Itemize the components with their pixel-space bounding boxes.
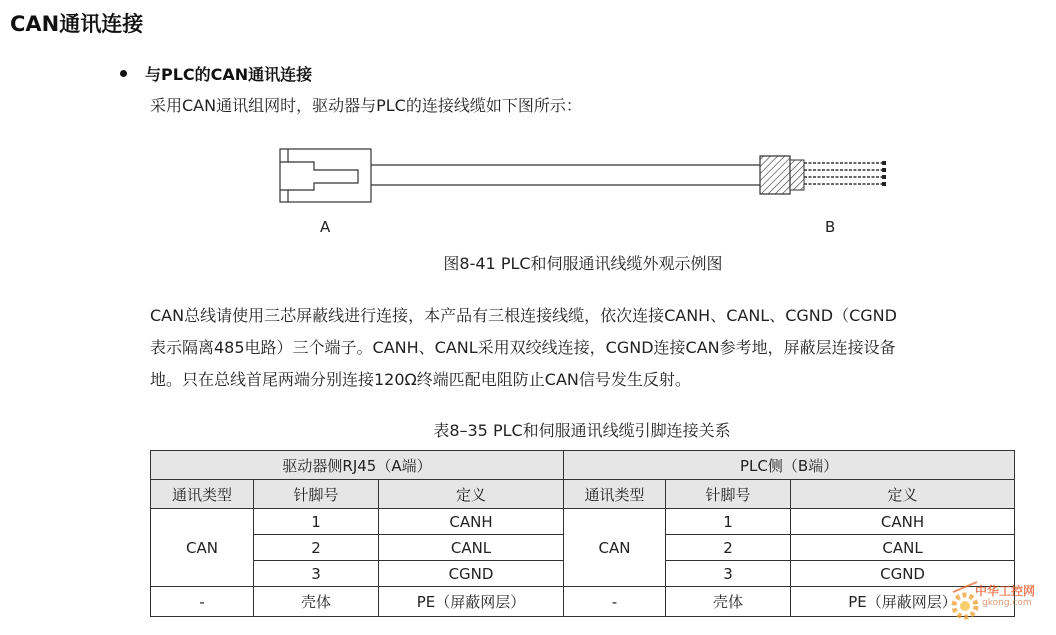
cable-illustration xyxy=(270,140,900,215)
cell-def: CGND xyxy=(379,561,564,587)
wire-leads xyxy=(804,161,886,186)
cell-type-can: CAN xyxy=(151,509,254,587)
cell-pin: 1 xyxy=(254,509,379,535)
cell-def: CANL xyxy=(791,535,1015,561)
intro-text: 采用CAN通讯组网时，驱动器与PLC的连接线缆如下图所示： xyxy=(150,96,582,115)
cell-pin: 2 xyxy=(666,535,791,561)
bullet-dot xyxy=(120,70,127,77)
col-header-type: 通讯类型 xyxy=(564,480,666,509)
section-title: CAN通讯连接 xyxy=(10,12,144,36)
cell-pin: 壳体 xyxy=(254,587,379,617)
paragraph-line: 地。只在总线首尾两端分别连接120Ω终端匹配电阻防止CAN信号发生反射。 xyxy=(150,370,691,389)
cell-def: PE（屏蔽网层） xyxy=(379,587,564,617)
table-column-header-row xyxy=(151,480,1015,509)
cell-pin: 1 xyxy=(666,509,791,535)
group-header-plc: PLC侧（B端） xyxy=(564,451,1015,480)
cell-pin: 2 xyxy=(254,535,379,561)
cell-pin: 3 xyxy=(254,561,379,587)
cell-def: CANL xyxy=(379,535,564,561)
col-header-def: 定义 xyxy=(791,480,1015,509)
cell-def: CANH xyxy=(379,509,564,535)
bullet-heading-text: 与PLC的CAN通讯连接 xyxy=(145,65,313,84)
bullet-heading xyxy=(120,62,312,85)
pin-connection-table xyxy=(150,450,1015,617)
table-row-shell xyxy=(151,587,1015,617)
cell-def: CANH xyxy=(791,509,1015,535)
figure-caption: 图8-41 PLC和伺服通讯线缆外观示例图 xyxy=(443,254,723,273)
watermark-url: gkong.com xyxy=(982,598,1032,608)
body-paragraph xyxy=(150,300,1020,396)
col-header-pin: 针脚号 xyxy=(666,480,791,509)
table-group-header-row xyxy=(151,451,1015,480)
col-header-pin: 针脚号 xyxy=(254,480,379,509)
paragraph-line: 表示隔离485电路）三个端子。CANH、CANL采用双绞线连接，CGND连接CAN参考地，屏蔽层连接设备 xyxy=(150,338,896,357)
group-header-driver: 驱动器侧RJ45（A端） xyxy=(151,451,564,480)
cable-jacket xyxy=(371,165,760,185)
cell-type: - xyxy=(151,587,254,617)
paragraph-line: CAN总线请使用三芯屏蔽线进行连接，本产品有三根连接线缆，依次连接CANH、CANL、CGND（CGND xyxy=(150,306,897,325)
table-row xyxy=(151,509,1015,535)
cell-type-can: CAN xyxy=(564,509,666,587)
shield-braid xyxy=(760,156,804,194)
watermark-name: 中华工控网 xyxy=(975,584,1036,598)
rj45-connector xyxy=(280,149,371,202)
cell-type: - xyxy=(564,587,666,617)
cell-pin: 3 xyxy=(666,561,791,587)
table-caption: 表8–35 PLC和伺服通讯线缆引脚连接关系 xyxy=(433,421,731,440)
col-header-def: 定义 xyxy=(379,480,564,509)
figure-label-a: A xyxy=(320,218,331,236)
col-header-type: 通讯类型 xyxy=(151,480,254,509)
cell-def: PE（屏蔽网层） xyxy=(791,587,1015,617)
cell-def: CGND xyxy=(791,561,1015,587)
figure-label-b: B xyxy=(825,218,836,236)
cell-pin: 壳体 xyxy=(666,587,791,617)
